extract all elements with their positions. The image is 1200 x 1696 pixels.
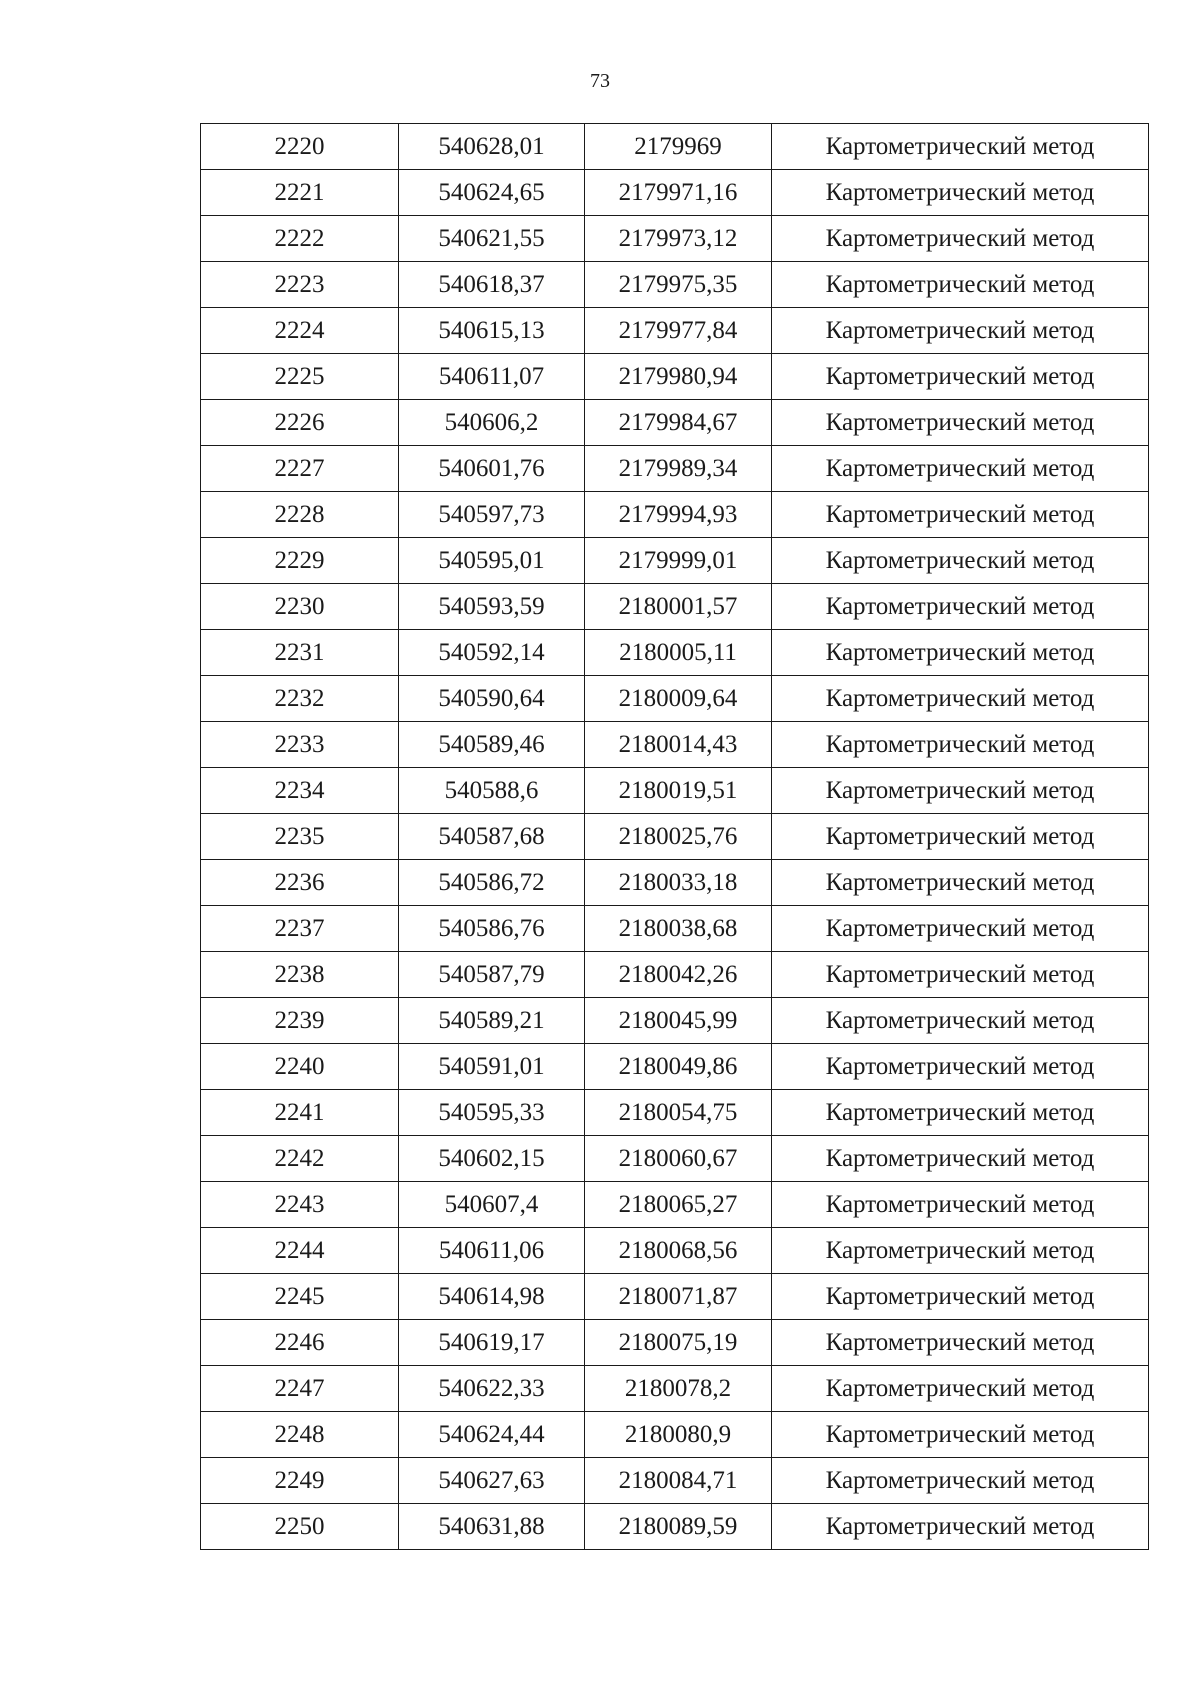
y-coordinate-cell: 2180071,87: [585, 1274, 772, 1320]
x-coordinate-cell: 540611,07: [399, 354, 585, 400]
y-coordinate-cell: 2180068,56: [585, 1228, 772, 1274]
x-coordinate-cell: 540619,17: [399, 1320, 585, 1366]
method-cell: Картометрический метод: [772, 860, 1149, 906]
method-cell: Картометрический метод: [772, 1458, 1149, 1504]
method-cell: Картометрический метод: [772, 906, 1149, 952]
y-coordinate-cell: 2180078,2: [585, 1366, 772, 1412]
y-coordinate-cell: 2179994,93: [585, 492, 772, 538]
x-coordinate-cell: 540631,88: [399, 1504, 585, 1550]
table-row: [201, 1228, 1149, 1274]
point-number-cell: 2246: [201, 1320, 399, 1366]
x-coordinate-cell: 540593,59: [399, 584, 585, 630]
table-row: [201, 768, 1149, 814]
table-row: [201, 492, 1149, 538]
point-number-cell: 2223: [201, 262, 399, 308]
method-cell: Картометрический метод: [772, 538, 1149, 584]
point-number-cell: 2240: [201, 1044, 399, 1090]
y-coordinate-cell: 2180019,51: [585, 768, 772, 814]
table-row: [201, 1504, 1149, 1550]
y-coordinate-cell: 2180045,99: [585, 998, 772, 1044]
point-number-cell: 2247: [201, 1366, 399, 1412]
point-number-cell: 2239: [201, 998, 399, 1044]
table-row: [201, 952, 1149, 998]
x-coordinate-cell: 540614,98: [399, 1274, 585, 1320]
x-coordinate-cell: 540597,73: [399, 492, 585, 538]
x-coordinate-cell: 540590,64: [399, 676, 585, 722]
point-number-cell: 2250: [201, 1504, 399, 1550]
method-cell: Картометрический метод: [772, 216, 1149, 262]
table-row: [201, 814, 1149, 860]
method-cell: Картометрический метод: [772, 354, 1149, 400]
method-cell: Картометрический метод: [772, 1136, 1149, 1182]
method-cell: Картометрический метод: [772, 1090, 1149, 1136]
point-number-cell: 2233: [201, 722, 399, 768]
y-coordinate-cell: 2180060,67: [585, 1136, 772, 1182]
method-cell: Картометрический метод: [772, 124, 1149, 170]
point-number-cell: 2249: [201, 1458, 399, 1504]
table-row: [201, 262, 1149, 308]
table-row: [201, 354, 1149, 400]
x-coordinate-cell: 540606,2: [399, 400, 585, 446]
point-number-cell: 2221: [201, 170, 399, 216]
method-cell: Картометрический метод: [772, 952, 1149, 998]
point-number-cell: 2237: [201, 906, 399, 952]
table-row: [201, 584, 1149, 630]
y-coordinate-cell: 2179984,67: [585, 400, 772, 446]
point-number-cell: 2225: [201, 354, 399, 400]
point-number-cell: 2245: [201, 1274, 399, 1320]
coordinates-table-body: [201, 124, 1149, 1550]
method-cell: Картометрический метод: [772, 1274, 1149, 1320]
point-number-cell: 2228: [201, 492, 399, 538]
y-coordinate-cell: 2180033,18: [585, 860, 772, 906]
table-row: [201, 308, 1149, 354]
point-number-cell: 2232: [201, 676, 399, 722]
y-coordinate-cell: 2179999,01: [585, 538, 772, 584]
method-cell: Картометрический метод: [772, 1228, 1149, 1274]
method-cell: Картометрический метод: [772, 630, 1149, 676]
table-row: [201, 676, 1149, 722]
method-cell: Картометрический метод: [772, 446, 1149, 492]
y-coordinate-cell: 2180089,59: [585, 1504, 772, 1550]
y-coordinate-cell: 2180054,75: [585, 1090, 772, 1136]
table-row: [201, 998, 1149, 1044]
point-number-cell: 2227: [201, 446, 399, 492]
x-coordinate-cell: 540601,76: [399, 446, 585, 492]
point-number-cell: 2243: [201, 1182, 399, 1228]
method-cell: Картометрический метод: [772, 814, 1149, 860]
table-row: [201, 1136, 1149, 1182]
point-number-cell: 2248: [201, 1412, 399, 1458]
x-coordinate-cell: 540624,65: [399, 170, 585, 216]
x-coordinate-cell: 540595,01: [399, 538, 585, 584]
method-cell: Картометрический метод: [772, 1044, 1149, 1090]
point-number-cell: 2235: [201, 814, 399, 860]
x-coordinate-cell: 540622,33: [399, 1366, 585, 1412]
x-coordinate-cell: 540615,13: [399, 308, 585, 354]
table-row: [201, 906, 1149, 952]
method-cell: Картометрический метод: [772, 768, 1149, 814]
table-row: [201, 1182, 1149, 1228]
method-cell: Картометрический метод: [772, 998, 1149, 1044]
point-number-cell: 2231: [201, 630, 399, 676]
y-coordinate-cell: 2179977,84: [585, 308, 772, 354]
x-coordinate-cell: 540627,63: [399, 1458, 585, 1504]
table-row: [201, 722, 1149, 768]
point-number-cell: 2241: [201, 1090, 399, 1136]
y-coordinate-cell: 2180001,57: [585, 584, 772, 630]
point-number-cell: 2236: [201, 860, 399, 906]
method-cell: Картометрический метод: [772, 584, 1149, 630]
method-cell: Картометрический метод: [772, 676, 1149, 722]
x-coordinate-cell: 540586,72: [399, 860, 585, 906]
table-row: [201, 446, 1149, 492]
point-number-cell: 2222: [201, 216, 399, 262]
method-cell: Картометрический метод: [772, 492, 1149, 538]
table-row: [201, 400, 1149, 446]
method-cell: Картометрический метод: [772, 170, 1149, 216]
table-row: [201, 216, 1149, 262]
x-coordinate-cell: 540591,01: [399, 1044, 585, 1090]
method-cell: Картометрический метод: [772, 1320, 1149, 1366]
method-cell: Картометрический метод: [772, 262, 1149, 308]
table-row: [201, 1366, 1149, 1412]
x-coordinate-cell: 540624,44: [399, 1412, 585, 1458]
point-number-cell: 2242: [201, 1136, 399, 1182]
table-row: [201, 538, 1149, 584]
method-cell: Картометрический метод: [772, 1504, 1149, 1550]
y-coordinate-cell: 2180025,76: [585, 814, 772, 860]
y-coordinate-cell: 2179980,94: [585, 354, 772, 400]
y-coordinate-cell: 2180080,9: [585, 1412, 772, 1458]
table-row: [201, 860, 1149, 906]
table-row: [201, 1412, 1149, 1458]
x-coordinate-cell: 540586,76: [399, 906, 585, 952]
method-cell: Картометрический метод: [772, 308, 1149, 354]
point-number-cell: 2229: [201, 538, 399, 584]
x-coordinate-cell: 540589,46: [399, 722, 585, 768]
point-number-cell: 2220: [201, 124, 399, 170]
y-coordinate-cell: 2180009,64: [585, 676, 772, 722]
table-row: [201, 1274, 1149, 1320]
table-row: [201, 1090, 1149, 1136]
y-coordinate-cell: 2180084,71: [585, 1458, 772, 1504]
x-coordinate-cell: 540628,01: [399, 124, 585, 170]
y-coordinate-cell: 2179973,12: [585, 216, 772, 262]
method-cell: Картометрический метод: [772, 1182, 1149, 1228]
x-coordinate-cell: 540618,37: [399, 262, 585, 308]
table-row: [201, 630, 1149, 676]
table-row: [201, 170, 1149, 216]
method-cell: Картометрический метод: [772, 1412, 1149, 1458]
x-coordinate-cell: 540592,14: [399, 630, 585, 676]
point-number-cell: 2234: [201, 768, 399, 814]
x-coordinate-cell: 540588,6: [399, 768, 585, 814]
x-coordinate-cell: 540607,4: [399, 1182, 585, 1228]
point-number-cell: 2244: [201, 1228, 399, 1274]
x-coordinate-cell: 540611,06: [399, 1228, 585, 1274]
table-row: [201, 124, 1149, 170]
y-coordinate-cell: 2179969: [585, 124, 772, 170]
point-number-cell: 2230: [201, 584, 399, 630]
y-coordinate-cell: 2180005,11: [585, 630, 772, 676]
y-coordinate-cell: 2180065,27: [585, 1182, 772, 1228]
y-coordinate-cell: 2179975,35: [585, 262, 772, 308]
table-row: [201, 1320, 1149, 1366]
point-number-cell: 2224: [201, 308, 399, 354]
x-coordinate-cell: 540587,79: [399, 952, 585, 998]
y-coordinate-cell: 2180014,43: [585, 722, 772, 768]
method-cell: Картометрический метод: [772, 1366, 1149, 1412]
y-coordinate-cell: 2179971,16: [585, 170, 772, 216]
x-coordinate-cell: 540602,15: [399, 1136, 585, 1182]
y-coordinate-cell: 2180075,19: [585, 1320, 772, 1366]
x-coordinate-cell: 540589,21: [399, 998, 585, 1044]
method-cell: Картометрический метод: [772, 400, 1149, 446]
y-coordinate-cell: 2180038,68: [585, 906, 772, 952]
method-cell: Картометрический метод: [772, 722, 1149, 768]
point-number-cell: 2238: [201, 952, 399, 998]
y-coordinate-cell: 2180049,86: [585, 1044, 772, 1090]
y-coordinate-cell: 2179989,34: [585, 446, 772, 492]
x-coordinate-cell: 540587,68: [399, 814, 585, 860]
page-number: 73: [590, 70, 610, 92]
x-coordinate-cell: 540621,55: [399, 216, 585, 262]
y-coordinate-cell: 2180042,26: [585, 952, 772, 998]
table-row: [201, 1458, 1149, 1504]
point-number-cell: 2226: [201, 400, 399, 446]
table-row: [201, 1044, 1149, 1090]
coordinates-table: [200, 123, 1149, 1550]
x-coordinate-cell: 540595,33: [399, 1090, 585, 1136]
